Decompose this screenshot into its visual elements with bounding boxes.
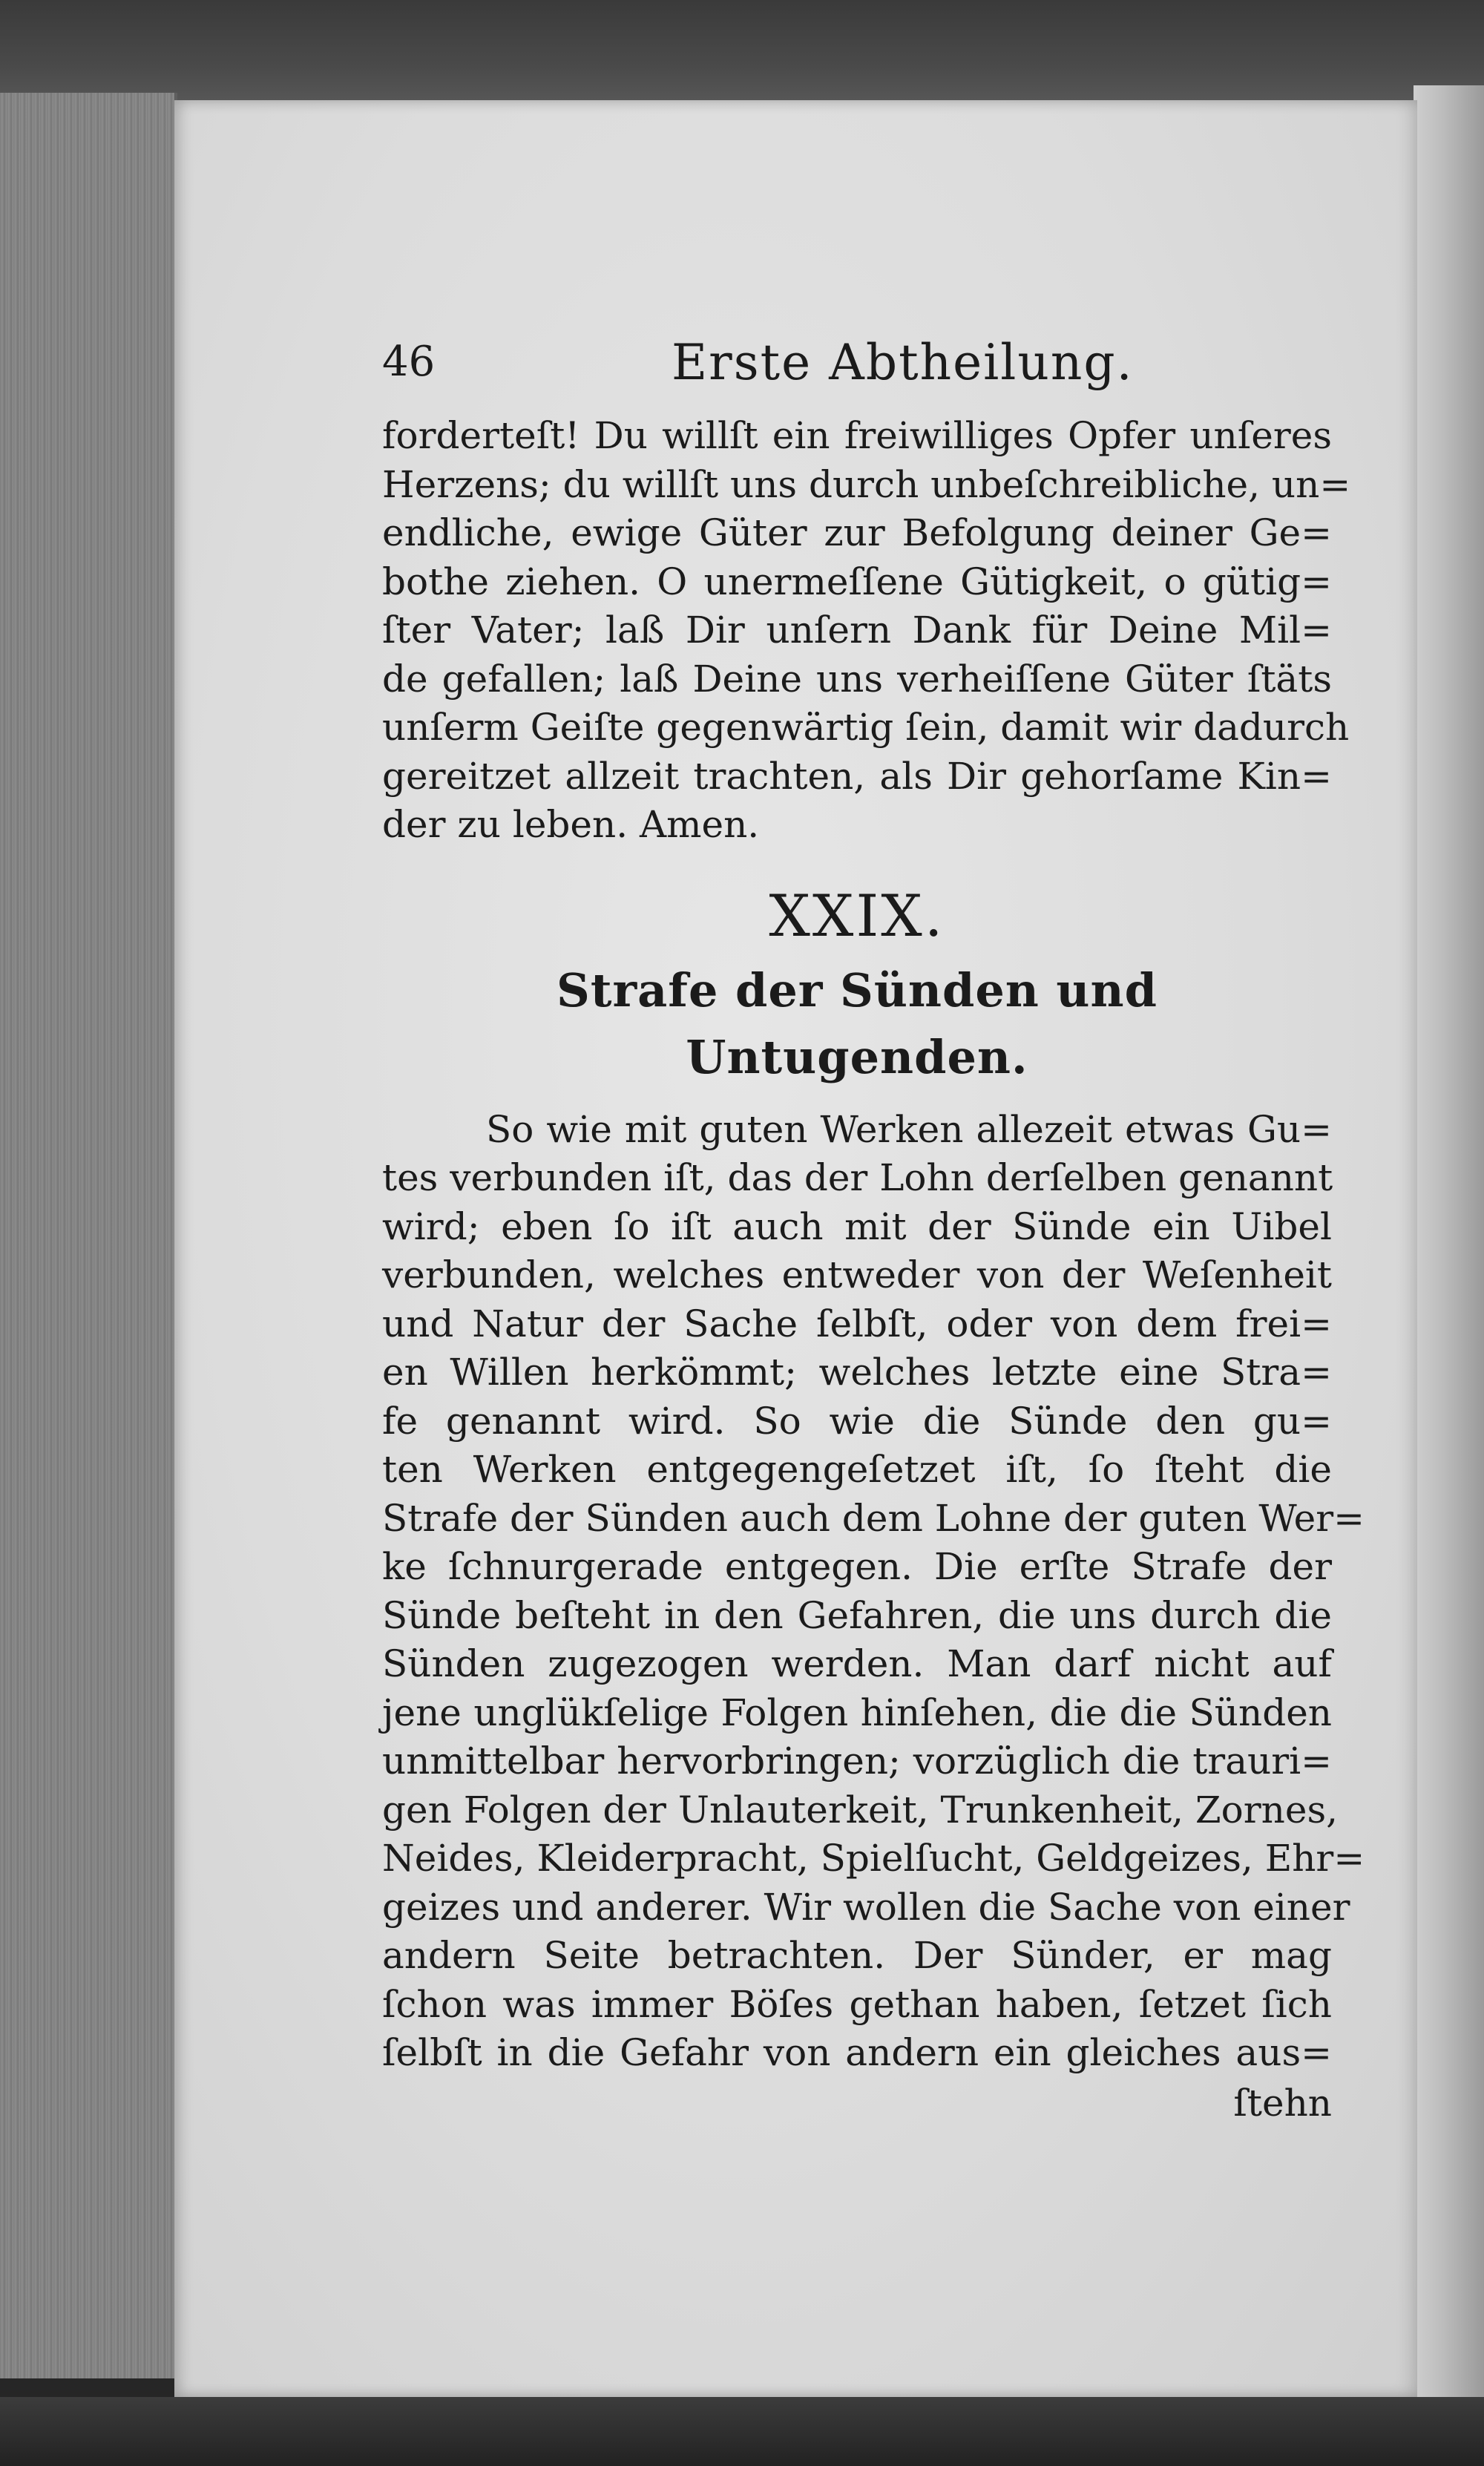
prayer-paragraph [382,412,1351,850]
text-line: unmittelbar hervorbringen; vorzüglich die trauri= [382,1739,1332,1783]
text-line: jene unglükſelige Folgen hinſehen, die die Sünden [382,1691,1332,1734]
page-number: 46 [382,338,436,386]
text-line: verbunden, welches entweder von der Weſenheit [382,1253,1332,1296]
text-line: tes verbunden iſt, das der Lohn derſelben genannt [382,1156,1333,1199]
text-line: Herzens; du willſt uns durch unbeſchreibliche, un= [382,462,1351,506]
text-line: bothe ziehen. O unermeſſene Gütigkeit, o gütig= [382,560,1332,603]
text-line: geizes und anderer. Wir wollen die Sache von einer [382,1885,1350,1929]
text-line: forderteſt! Du willſt ein freiwilliges Opfer unſeres [382,414,1332,457]
text-line: fe genannt wird. So wie die Sünde den gu= [382,1399,1332,1443]
text-line: ten Werken entgegengeſetzet iſt, ſo ſteht die [382,1448,1332,1491]
page-text [382,334,1365,2137]
text-line: ſchon was immer Böſes gethan haben, ſetzet ſich [382,1982,1332,2026]
book-cover-top [0,0,1484,111]
text-line: ke ſchnurgerade entgegen. Die erſte Strafe der [382,1545,1332,1588]
running-title: Erste Abtheilung. [672,334,1134,391]
text-line: gen Folgen der Unlauterkeit, Trunkenheit, Zornes, [382,1788,1339,1832]
text-line: gereitzet allzeit trachten, als Dir gehorſame Kin= [382,754,1332,798]
text-line: Sünden zugezogen werden. Man darf nicht auf [382,1642,1332,1685]
book-cover-bottom [0,2397,1484,2466]
text-line: der zu leben. Amen. [382,803,760,846]
text-line: de gefallen; laß Deine uns verheiſſene Güter ſtäts [382,657,1332,701]
text-line: Strafe der Sünden auch dem Lohne der guten Wer= [382,1496,1365,1540]
text-line: wird; eben ſo iſt auch mit der Sünde ein Uibel [382,1204,1332,1248]
text-line: ſter Vater; laß Dir unſern Dank für Deine Mil= [382,609,1332,652]
catchword: ſtehn [1233,2081,1332,2125]
text-line: unſerm Geiſte gegenwärtig ſein, damit wir dadurch [382,706,1350,749]
body-paragraph [382,1106,1365,2078]
section-number: XXIX. [769,882,945,950]
running-head [382,334,1332,408]
text-line: ſelbſt in die Gefahr von andern ein gleiches aus= [382,2031,1332,2074]
text-line: andern Seite betrachten. Der Sünder, er mag [382,1934,1332,1977]
text-line: und Natur der Sache ſelbſt, oder von dem frei= [382,1302,1332,1345]
text-line: en Willen herkömmt; welches letzte eine Stra= [382,1351,1332,1394]
page-stack-edge [0,93,177,2378]
section-title: Strafe der Sünden und Untugenden. [556,963,1158,1084]
catchword-row [382,2078,1332,2137]
text-line: endliche, ewige Güter zur Befolgung deiner Ge= [382,511,1332,554]
facing-page-edge [1414,85,1484,2401]
text-line: Sünde beſteht in den Gefahren, die uns durch die [382,1593,1332,1637]
text-line: Neides, Kleiderpracht, Spielſucht, Geldgeizes, Ehr= [382,1837,1365,1880]
text-line: So wie mit guten Werken allezeit etwas Gu= [486,1107,1332,1151]
